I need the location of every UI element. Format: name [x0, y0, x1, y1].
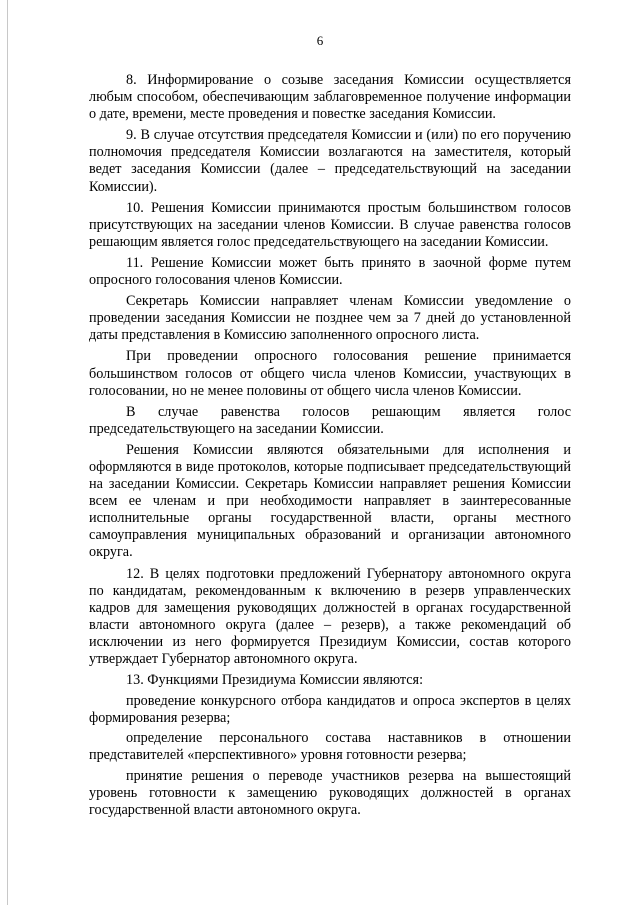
paragraph-8: 8. Информирование о созыве заседания Комиссии осуществляется любым способом, обеспечивающим заблаговременное получение информации о дате, времени, месте проведения и повестке заседания Комиссии. [89, 72, 571, 123]
paragraph-10: 10. Решения Комиссии принимаются простым большинством голосов присутствующих на заседании членов Комиссии. В случае равенства голосов решающим является голос председательствующего на заседании Комиссии. [89, 199, 571, 250]
paragraph-decisions-binding: Решения Комиссии являются обязательными для исполнения и оформляются в виде протоколов, которые подписывает председательствующий на заседании Комиссии. Секретарь Комиссии направляет решения Комиссии всем ее членам и при необходимости направляет в заинтересованные исполнительные органы государственной власти, органы местного самоуправления муниципальных образований и организации автономного округа. [89, 441, 571, 561]
paragraph-9: 9. В случае отсутствия председателя Комиссии и (или) по его поручению полномочия председателя Комиссии возлагаются на заместителя, который ведет заседания Комиссии (далее – председательствующий на заседании Комиссии). [89, 127, 571, 195]
function-item-mentors: определение персонального состава наставников в отношении представителей «перспективного» уровня готовности резерва; [89, 730, 571, 764]
paragraph-11: 11. Решение Комиссии может быть принято в заочной форме путем опросного голосования членов Комиссии. [89, 254, 571, 289]
document-body [89, 72, 571, 822]
function-item-selection: проведение конкурсного отбора кандидатов и опроса экспертов в целях формирования резерва; [89, 693, 571, 727]
paragraph-12: 12. В целях подготовки предложений Губернатору автономного округа по кандидатам, рекомендованным к включению в резерв управленческих кадров для замещения руководящих должностей в органах государственной власти автономного округа (далее – резерв), а также рекомендаций об исключении из него формируется Президиум Комиссии, состав которого утверждает Губернатор автономного округа. [89, 565, 571, 667]
function-item-promotion: принятие решения о переводе участников резерва на вышестоящий уровень готовности к замещению руководящих должностей в органах государственной власти автономного округа. [89, 767, 571, 818]
paragraph-poll-voting: При проведении опросного голосования решение принимается большинством голосов от общего числа членов Комиссии, участвующих в голосовании, но не менее половины от общего числа членов Комиссии. [89, 348, 571, 399]
paragraph-13: 13. Функциями Президиума Комиссии являются: [126, 672, 424, 689]
paragraph-secretary-notice: Секретарь Комиссии направляет членам Комиссии уведомление о проведении заседания Комиссии не позднее чем за 7 дней до установленной даты представления в Комиссию заполненного опросного листа. [89, 293, 571, 344]
paragraph-tie-vote: В случае равенства голосов решающим является голос председательствующего на заседании Комиссии. [89, 403, 571, 437]
scan-edge-line [7, 0, 8, 905]
page-number: 6 [316, 33, 324, 48]
